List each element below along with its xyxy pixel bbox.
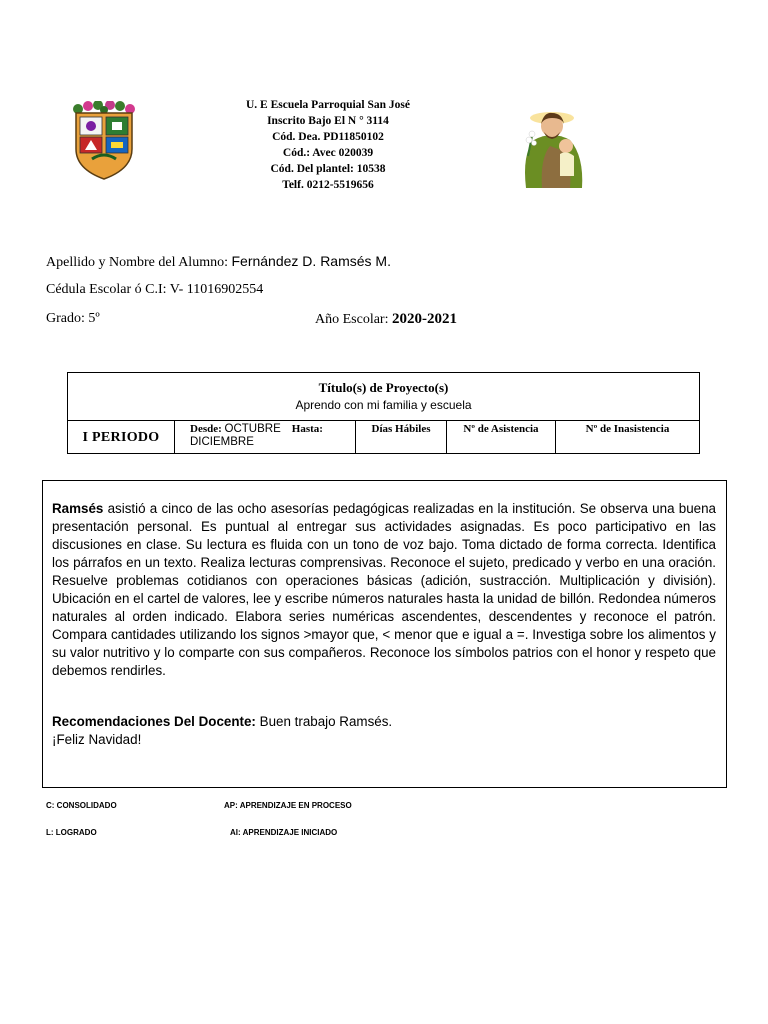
student-name-value: Fernández D. Ramsés M. xyxy=(231,253,391,269)
school-info-block xyxy=(200,97,456,193)
student-name-label: Apellido y Nombre del Alumno: xyxy=(46,255,228,270)
student-grade-label: Grado: xyxy=(46,311,85,326)
saint-joseph-image xyxy=(514,96,594,188)
student-grade-value: 5º xyxy=(88,311,100,326)
closing-message: ¡Feliz Navidad! xyxy=(52,732,142,747)
date-range-cell xyxy=(175,421,356,453)
project-title-label: Título(s) de Proyecto(s) xyxy=(318,380,449,395)
school-registration: Inscrito Bajo El N ° 3114 xyxy=(267,115,389,127)
report-paragraph xyxy=(52,500,716,680)
working-days-cell xyxy=(356,421,447,453)
to-value: DICIEMBRE xyxy=(190,436,254,448)
report-student-name: Ramsés xyxy=(52,501,104,516)
project-title-value: Aprendo con mi familia y escuela xyxy=(295,398,472,412)
period-label: I PERIODO xyxy=(82,430,160,445)
working-days-header: Días Hábiles xyxy=(371,423,431,435)
project-table xyxy=(67,372,700,454)
attendance-header: Nº de Asistencia xyxy=(463,423,539,435)
absence-cell xyxy=(556,421,699,453)
to-label: Hasta: xyxy=(291,423,323,435)
student-ci-label: Cédula Escolar ó C.I: xyxy=(46,282,167,297)
legend-iniciado: AI: APRENDIZAJE INICIADO xyxy=(230,828,338,837)
school-year-value: 2020-2021 xyxy=(391,311,457,327)
crest-flowers xyxy=(73,101,135,114)
period-cell xyxy=(68,421,175,453)
recommendations-value: Buen trabajo Ramsés. xyxy=(259,714,393,729)
student-ci-row xyxy=(46,282,263,298)
absence-header: Nº de Inasistencia xyxy=(585,423,670,435)
school-dea-code: Cód. Dea. PD11850102 xyxy=(272,131,384,143)
from-label: Desde: xyxy=(190,423,222,435)
descriptive-report-box xyxy=(42,480,727,788)
from-value: OCTUBRE xyxy=(224,423,281,435)
attendance-cell xyxy=(447,421,556,453)
school-avec-code: Cód.: Avec 020039 xyxy=(282,147,374,159)
school-year-row xyxy=(315,311,457,328)
school-year-label: Año Escolar: xyxy=(315,312,389,327)
school-crest-logo xyxy=(70,101,138,181)
student-name-row xyxy=(46,253,391,271)
school-campus-code: Cód. Del plantel: 10538 xyxy=(270,163,386,175)
recommendations-block xyxy=(52,713,716,749)
period-row xyxy=(68,420,699,453)
student-ci-value: V- 11016902554 xyxy=(169,282,264,297)
school-name: U. E Escuela Parroquial San José xyxy=(246,99,410,111)
legend-en-proceso: AP: APRENDIZAJE EN PROCESO xyxy=(224,801,352,810)
school-phone: Telf. 0212-5519656 xyxy=(282,179,374,191)
report-body: asistió a cinco de las ocho asesorías pedagógicas realizadas en la institución. Se observa una buena presentación personal. Es puntual al entregar sus actividades asignadas. Es poco participativo en las discusiones en clase. Su lectura es fluida con un tono de voz bajo. Toma dictado de forma correcta. Identifica los párrafos en un texto. Realiza lecturas comprensivas. Reconoce el sujeto, predicado y verbo en una oración. Resuelve problemas cotidianos con operaciones básicas (adición, sustracción. Multiplicación y división). Ubicación en el cartel de valores, lee y escribe números naturales hasta la unidad de billón. Redondea números naturales al orden indicado. Elabora series numéricas ascendentes, descendentes y reconoce el patrón. Compara cantidades utilizando los signos >mayor que, < menor que e igual a =. Investiga sobre los alimentos y su valor nutritivo y lo comparte con sus compañeros. Reconoce los símbolos patrios con el honor y respeto que debemos rendirles. xyxy=(52,501,716,678)
date-range xyxy=(190,423,350,449)
recommendations-label: Recomendaciones Del Docente: xyxy=(52,714,256,729)
legend-logrado: L: LOGRADO xyxy=(46,828,97,837)
student-grade-row xyxy=(46,311,100,327)
legend-consolidado: C: CONSOLIDADO xyxy=(46,801,117,810)
